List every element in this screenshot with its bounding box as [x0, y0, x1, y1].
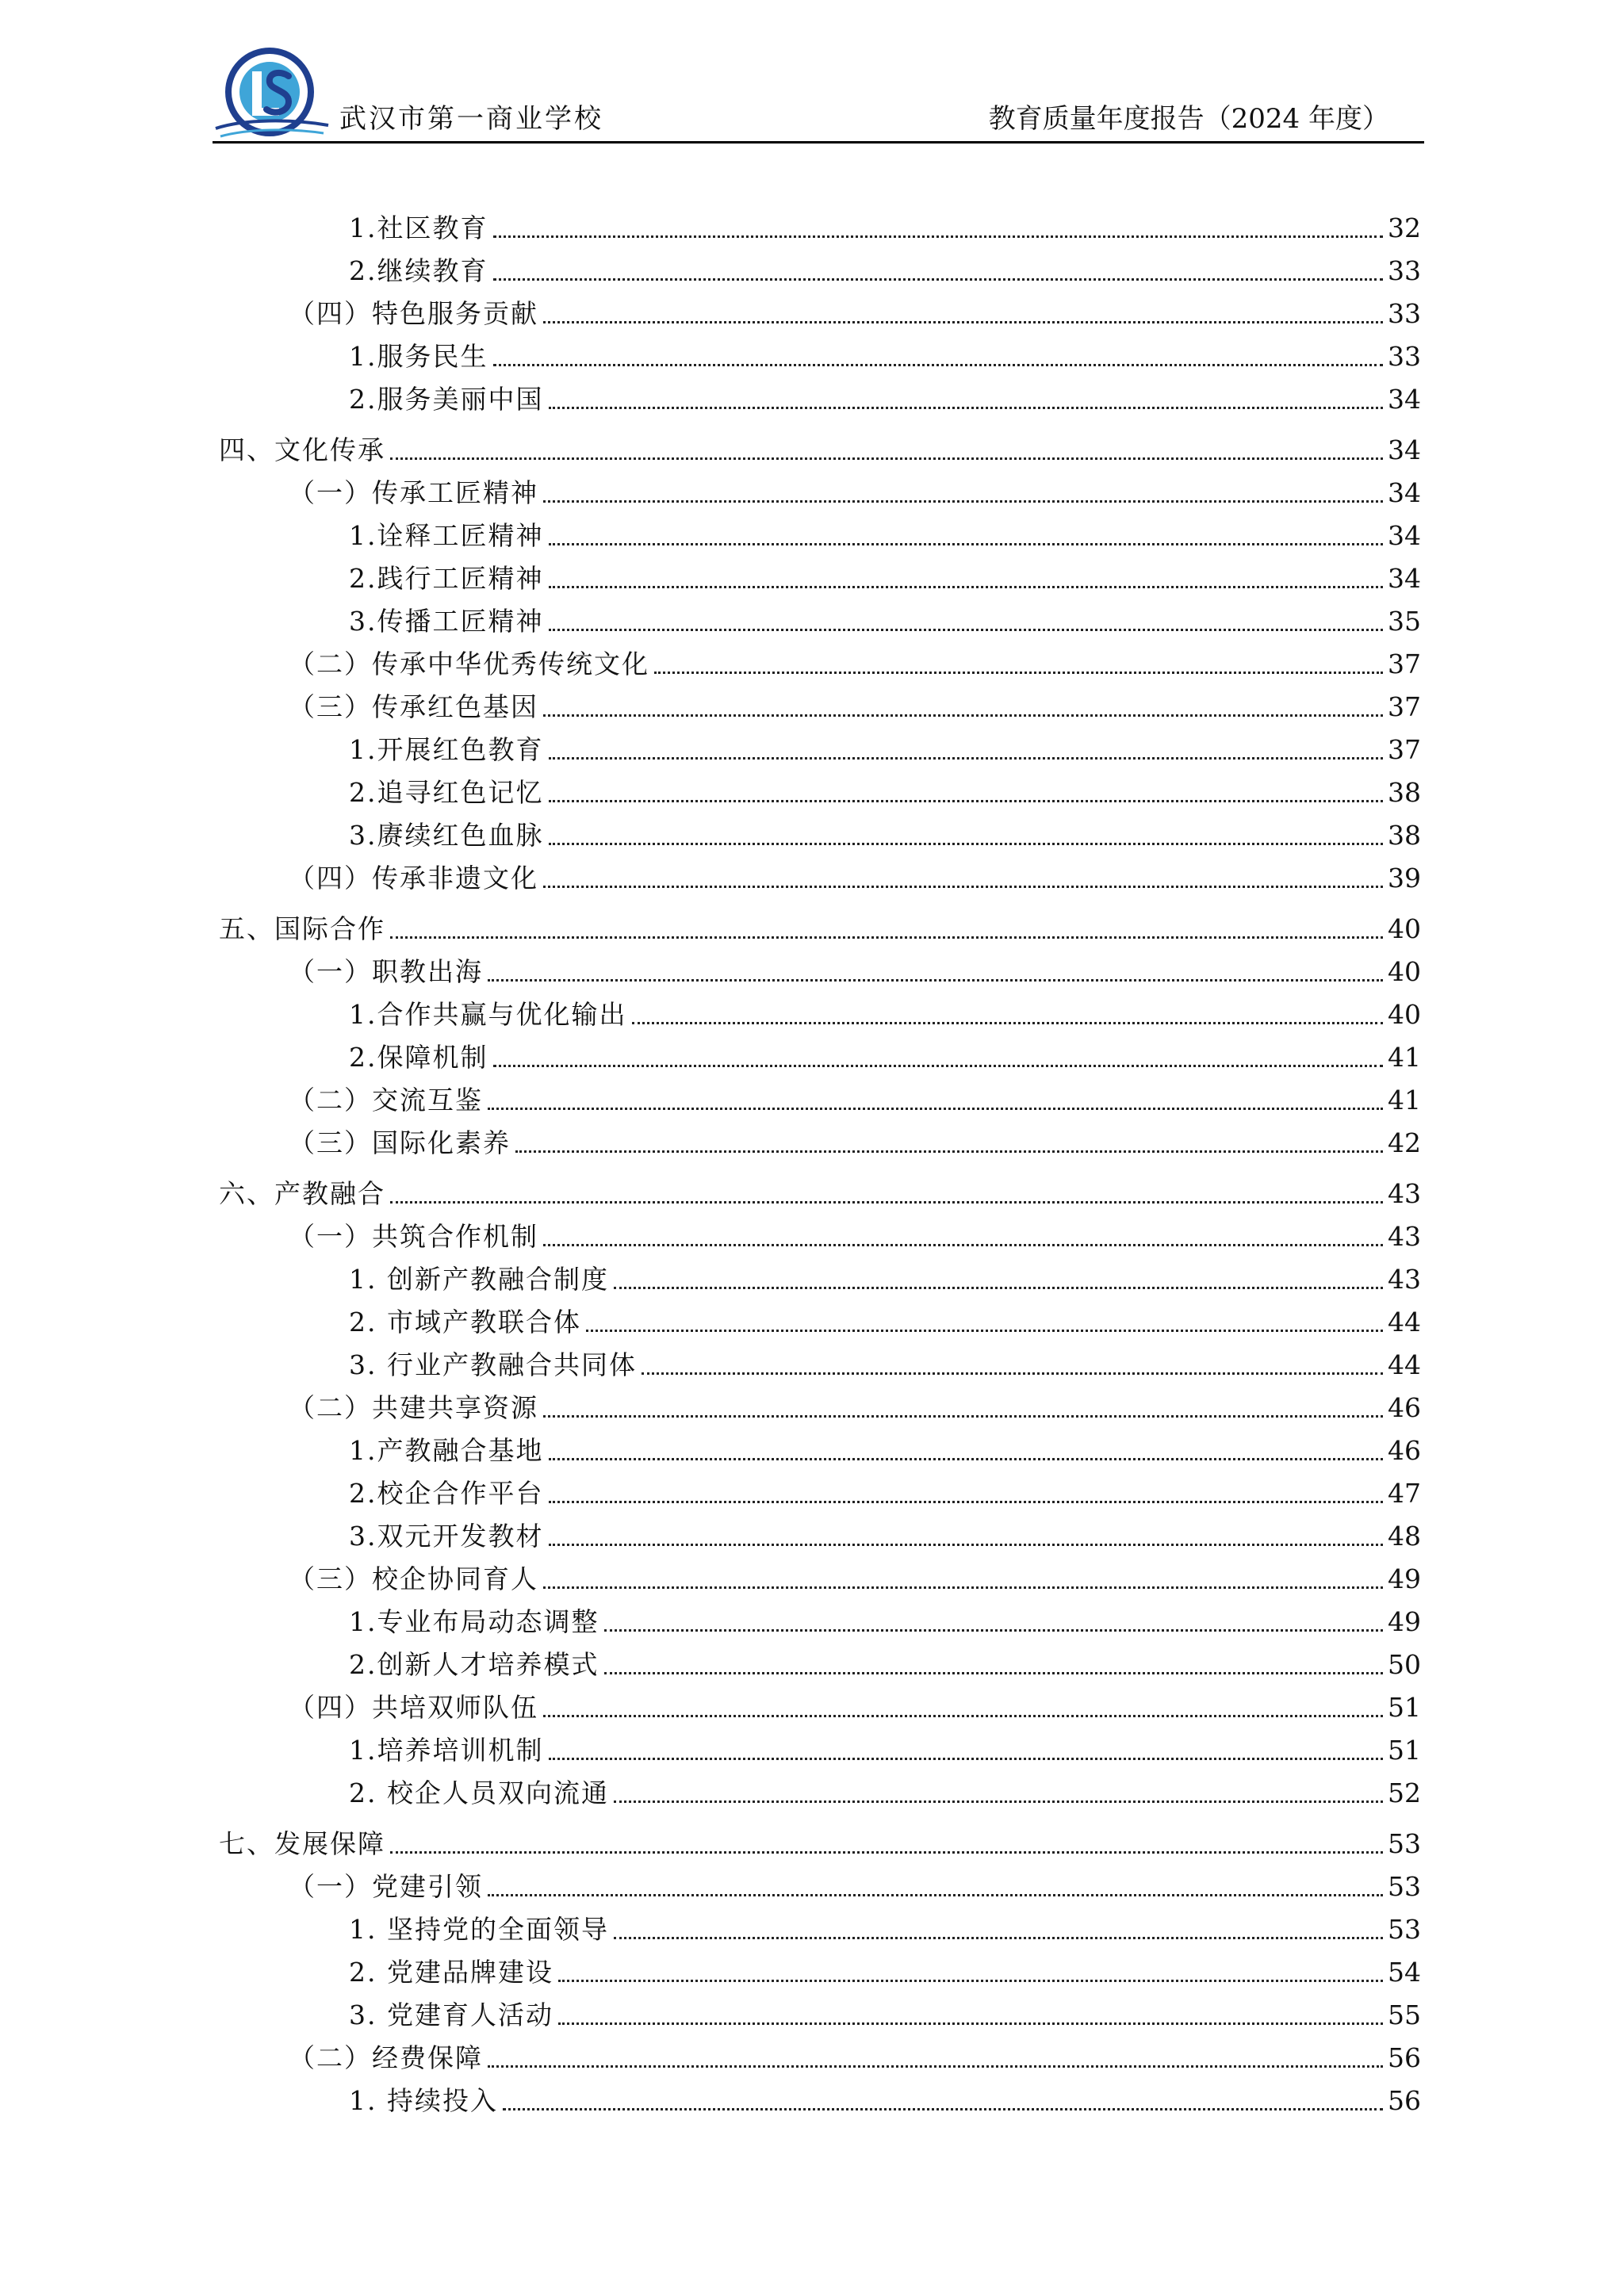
- toc-entry-page: 55: [1388, 1999, 1421, 2030]
- toc-leader-dots: [488, 2065, 1383, 2068]
- toc-entry-page: 34: [1388, 384, 1421, 415]
- toc-entry-label: （二）交流互鉴: [289, 1085, 483, 1115]
- toc-entry-label: 四、文化传承: [219, 434, 385, 465]
- toc-entry-page: 40: [1388, 999, 1421, 1030]
- toc-entry-page: 33: [1388, 255, 1421, 286]
- toc-entry-page: 37: [1388, 649, 1421, 679]
- toc-leader-dots: [390, 936, 1383, 939]
- toc-entry: [349, 767, 1421, 810]
- toc-entry: [289, 1862, 1421, 1904]
- toc-entry-label: （一）职教出海: [289, 956, 483, 987]
- toc-entry: [349, 1640, 1421, 1682]
- toc-leader-dots: [390, 1851, 1383, 1854]
- toc-entry-page: 49: [1388, 1606, 1421, 1637]
- toc-entry-label: 2.校企合作平台: [349, 1478, 544, 1509]
- toc-leader-dots: [493, 278, 1384, 281]
- toc-entry-page: 48: [1388, 1521, 1421, 1552]
- toc-entry-page: 51: [1388, 1735, 1421, 1766]
- toc-entry: [289, 1383, 1421, 1425]
- toc-entry-label: 3.传播工匠精神: [349, 606, 544, 637]
- toc-entry: [289, 289, 1421, 331]
- toc-entry-page: 33: [1388, 341, 1421, 372]
- toc-entry-label: 1.社区教育: [349, 212, 488, 243]
- toc-entry: [349, 374, 1421, 417]
- toc-entry-label: 3.双元开发教材: [349, 1521, 544, 1552]
- toc-entry-page: 42: [1388, 1127, 1421, 1158]
- toc-entry: [289, 947, 1421, 989]
- toc-entry-label: （二）共建共享资源: [289, 1392, 538, 1423]
- toc-entry: [289, 1118, 1421, 1161]
- toc-entry-label: 2. 党建品牌建设: [349, 1957, 553, 1988]
- toc-entry-page: 40: [1388, 913, 1421, 944]
- toc-leader-dots: [488, 979, 1383, 982]
- toc-leader-dots: [558, 1980, 1383, 1982]
- toc-entry-label: 2.践行工匠精神: [349, 563, 544, 594]
- toc-entry-label: （一）传承工匠精神: [289, 477, 538, 508]
- toc-entry-label: 3. 行业产教融合共同体: [349, 1349, 637, 1380]
- toc-entry: [289, 1075, 1421, 1118]
- toc-entry-label: 1. 创新产教融合制度: [349, 1264, 609, 1295]
- toc-leader-dots: [632, 1022, 1384, 1024]
- toc-entry: [349, 989, 1421, 1032]
- toc-entry-label: （一）党建引领: [289, 1871, 483, 1902]
- toc-entry: [349, 1597, 1421, 1640]
- toc-entry-page: 46: [1388, 1392, 1421, 1423]
- toc-leader-dots: [549, 800, 1384, 802]
- toc-leader-dots: [543, 321, 1383, 323]
- toc-entry: [219, 1819, 1421, 1862]
- toc-leader-dots: [614, 1800, 1383, 1803]
- toc-entry-page: 34: [1388, 563, 1421, 594]
- toc-entry-page: 46: [1388, 1435, 1421, 1466]
- toc-entry: [349, 1340, 1421, 1383]
- toc-entry-page: 43: [1388, 1178, 1421, 1209]
- toc-entry-page: 34: [1388, 520, 1421, 551]
- toc-entry: [289, 682, 1421, 725]
- toc-entry-page: 41: [1388, 1042, 1421, 1073]
- toc-entry-page: 33: [1388, 298, 1421, 329]
- toc-entry-page: 43: [1388, 1221, 1421, 1252]
- toc-leader-dots: [614, 1287, 1383, 1289]
- toc-leader-dots: [515, 1150, 1383, 1153]
- toc-entry-label: 七、发展保障: [219, 1828, 385, 1859]
- toc-leader-dots: [549, 629, 1384, 631]
- toc-entry-page: 43: [1388, 1264, 1421, 1295]
- toc-entry-label: 3.赓续红色血脉: [349, 820, 544, 851]
- toc-leader-dots: [558, 2022, 1383, 2025]
- toc-entry-label: （三）校企协同育人: [289, 1563, 538, 1594]
- toc-leader-dots: [543, 1415, 1383, 1418]
- toc-leader-dots: [493, 364, 1384, 366]
- toc-entry-label: 1.诠释工匠精神: [349, 520, 544, 551]
- toc-entry: [219, 904, 1421, 947]
- toc-entry-label: 2.创新人才培养模式: [349, 1649, 599, 1680]
- toc-entry-page: 39: [1388, 863, 1421, 894]
- toc-leader-dots: [549, 1501, 1384, 1503]
- toc-entry: [349, 1768, 1421, 1811]
- toc-entry: [349, 1254, 1421, 1297]
- toc-entry-label: 1.服务民生: [349, 341, 488, 372]
- toc-entry-label: （四）传承非遗文化: [289, 863, 538, 894]
- toc-leader-dots: [549, 586, 1384, 588]
- toc-entry-label: 2.保障机制: [349, 1042, 488, 1073]
- toc-entry-label: 2.继续教育: [349, 255, 488, 286]
- toc-entry-page: 53: [1388, 1914, 1421, 1945]
- toc-entry-page: 56: [1388, 2085, 1421, 2116]
- toc-entry-label: （四）特色服务贡献: [289, 298, 538, 329]
- toc-leader-dots: [604, 1629, 1384, 1632]
- toc-leader-dots: [390, 457, 1383, 460]
- toc-leader-dots: [549, 843, 1384, 845]
- toc-entry: [349, 596, 1421, 639]
- toc-leader-dots: [654, 672, 1383, 674]
- toc-leader-dots: [493, 235, 1384, 238]
- toc-leader-dots: [543, 1715, 1383, 1717]
- toc-leader-dots: [390, 1201, 1383, 1203]
- toc-entry: [349, 1468, 1421, 1511]
- toc-entry-label: 五、国际合作: [219, 913, 385, 944]
- toc-leader-dots: [543, 886, 1383, 888]
- toc-entry: [289, 1211, 1421, 1254]
- toc-entry-label: （一）共筑合作机制: [289, 1221, 538, 1252]
- toc-entry: [349, 246, 1421, 289]
- toc-entry-label: 2. 市域产教联合体: [349, 1307, 581, 1337]
- toc-leader-dots: [549, 1458, 1384, 1460]
- toc-entry-label: （四）共培双师队伍: [289, 1692, 538, 1723]
- toc-entry-label: （三）传承红色基因: [289, 691, 538, 722]
- toc-entry-label: 2.服务美丽中国: [349, 384, 544, 415]
- toc-leader-dots: [549, 1758, 1384, 1760]
- toc-leader-dots: [586, 1330, 1383, 1332]
- toc-leader-dots: [543, 500, 1383, 503]
- toc-entry-label: 1. 持续投入: [349, 2085, 498, 2116]
- toc-entry-label: 1.开展红色教育: [349, 734, 544, 765]
- toc-entry: [349, 1425, 1421, 1468]
- toc-leader-dots: [642, 1372, 1383, 1375]
- toc-entry: [349, 511, 1421, 553]
- toc-entry-page: 32: [1388, 212, 1421, 243]
- toc-entry-page: 34: [1388, 477, 1421, 508]
- toc-entry: [349, 331, 1421, 374]
- toc-leader-dots: [543, 1586, 1383, 1589]
- toc-entry-page: 34: [1388, 434, 1421, 465]
- toc-leader-dots: [604, 1672, 1384, 1674]
- toc-entry-page: 40: [1388, 956, 1421, 987]
- toc-leader-dots: [549, 543, 1384, 545]
- toc-leader-dots: [543, 1244, 1383, 1246]
- toc-entry: [219, 1169, 1421, 1211]
- toc-entry: [289, 639, 1421, 682]
- toc-entry-page: 35: [1388, 606, 1421, 637]
- toc-entry: [289, 853, 1421, 896]
- toc-entry-page: 56: [1388, 2042, 1421, 2073]
- school-name: 武汉市第一商业学校: [339, 103, 603, 135]
- toc-entry: [349, 810, 1421, 853]
- toc-entry-page: 37: [1388, 691, 1421, 722]
- toc-entry-label: 3. 党建育人活动: [349, 1999, 553, 2030]
- toc-entry-page: 52: [1388, 1777, 1421, 1808]
- toc-leader-dots: [549, 1544, 1384, 1546]
- toc-entry: [349, 203, 1421, 246]
- toc-entry: [289, 1682, 1421, 1725]
- toc-leader-dots: [488, 1894, 1383, 1896]
- toc-entry-label: （二）传承中华优秀传统文化: [289, 649, 649, 679]
- toc-entry: [289, 1554, 1421, 1597]
- toc-entry: [349, 1990, 1421, 2033]
- toc-entry: [349, 553, 1421, 596]
- toc-entry-page: 41: [1388, 1085, 1421, 1115]
- toc-entry-page: 53: [1388, 1871, 1421, 1902]
- toc-entry: [349, 1725, 1421, 1768]
- toc-entry-label: 2.追寻红色记忆: [349, 777, 544, 808]
- toc-leader-dots: [614, 1937, 1383, 1939]
- toc-entry-page: 38: [1388, 777, 1421, 808]
- toc-entry-label: 1.专业布局动态调整: [349, 1606, 599, 1637]
- toc-entry: [349, 1947, 1421, 1990]
- toc-entry-label: 六、产教融合: [219, 1178, 385, 1209]
- toc-entry-label: 1. 坚持党的全面领导: [349, 1914, 609, 1945]
- toc-entry-label: （二）经费保障: [289, 2042, 483, 2073]
- toc-entry-page: 44: [1388, 1349, 1421, 1380]
- toc-entry: [289, 2033, 1421, 2076]
- toc-entry-label: 1.产教融合基地: [349, 1435, 544, 1466]
- toc-entry: [349, 1032, 1421, 1075]
- toc-entry: [349, 2076, 1421, 2118]
- toc-entry: [349, 1904, 1421, 1947]
- toc-entry-page: 37: [1388, 734, 1421, 765]
- toc-entry-page: 54: [1388, 1957, 1421, 1988]
- toc-entry-page: 50: [1388, 1649, 1421, 1680]
- toc-entry: [349, 1297, 1421, 1340]
- toc-leader-dots: [488, 1108, 1383, 1110]
- toc-entry: [349, 1511, 1421, 1554]
- toc-leader-dots: [543, 714, 1383, 717]
- toc-leader-dots: [549, 407, 1384, 409]
- toc-entry-page: 38: [1388, 820, 1421, 851]
- toc-leader-dots: [493, 1065, 1384, 1067]
- toc-entry-page: 51: [1388, 1692, 1421, 1723]
- toc-entry-page: 47: [1388, 1478, 1421, 1509]
- toc-entry-label: （三）国际化素养: [289, 1127, 511, 1158]
- toc-entry-label: 1.培养培训机制: [349, 1735, 544, 1766]
- report-title: 教育质量年度报告（2024 年度）: [988, 103, 1389, 135]
- toc-leader-dots: [503, 2108, 1383, 2110]
- toc-entry-label: 1.合作共赢与优化输出: [349, 999, 627, 1030]
- toc-leader-dots: [549, 757, 1384, 760]
- toc-entry: [349, 725, 1421, 767]
- toc-entry: [289, 468, 1421, 511]
- toc-entry-label: 2. 校企人员双向流通: [349, 1777, 609, 1808]
- toc-entry-page: 49: [1388, 1563, 1421, 1594]
- toc-entry-page: 53: [1388, 1828, 1421, 1859]
- toc-entry: [219, 425, 1421, 468]
- toc-entry-page: 44: [1388, 1307, 1421, 1337]
